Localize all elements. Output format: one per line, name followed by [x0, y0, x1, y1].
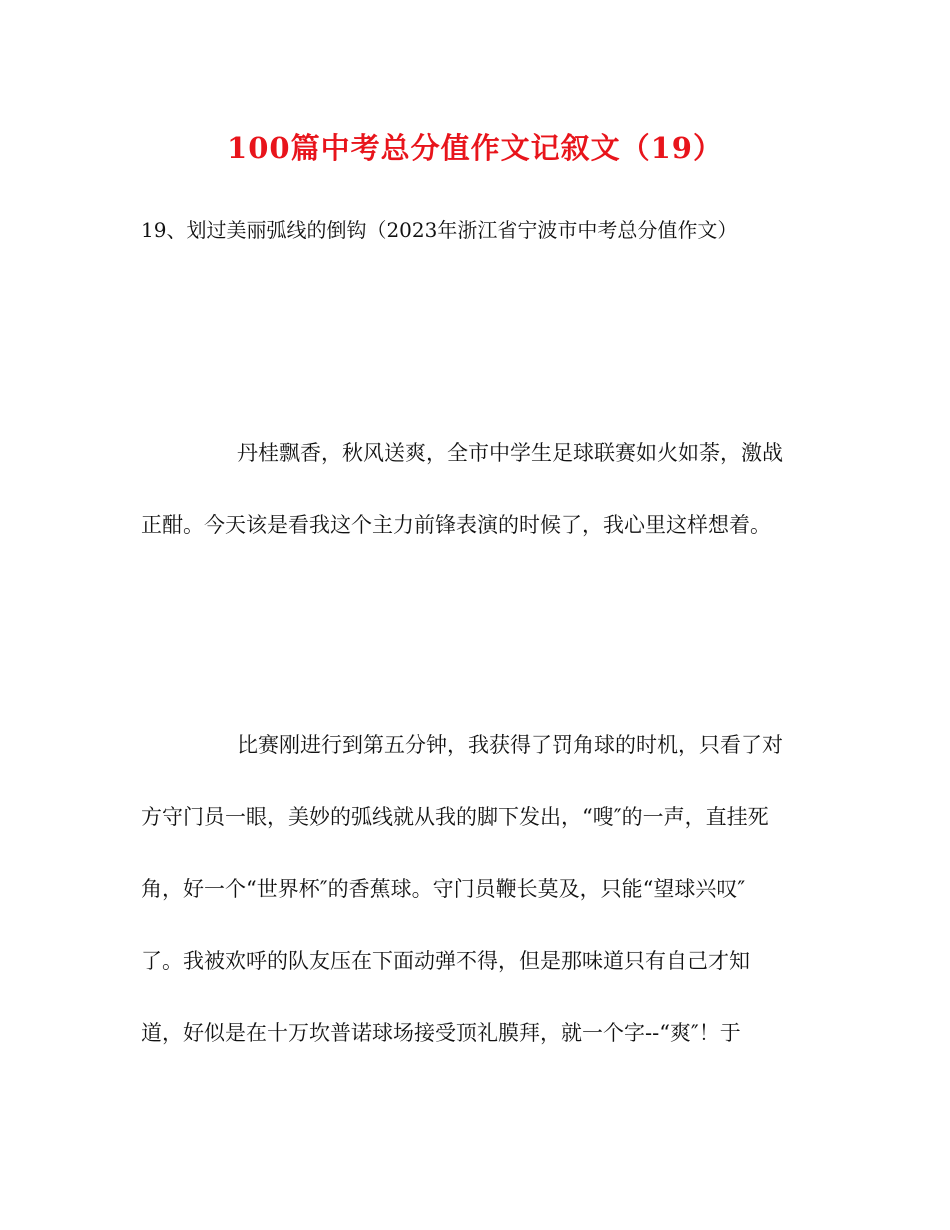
paragraph-line: 了。我被欢呼的队友压在下面动弹不得，但是那味道只有自己才知: [141, 949, 750, 973]
document-subtitle: 19、划过美丽弧线的倒钩（2023年浙江省宁波市中考总分值作文）: [141, 218, 738, 242]
paragraph-line: 方守门员一眼，美妙的弧线就从我的脚下发出，“嗖″的一声，直挂死: [141, 805, 769, 829]
paragraph-line: 比赛刚进行到第五分钟，我获得了罚角球的时机，只看了对: [237, 733, 783, 757]
paragraph-line: 丹桂飘香，秋风送爽，全市中学生足球联赛如火如荼，激战: [237, 441, 783, 465]
paragraph-line: 角，好一个“世界杯″的香蕉球。守门员鞭长莫及，只能“望球兴叹″: [141, 877, 746, 901]
paragraph-line: 道，好似是在十万坎普诺球场接受顶礼膜拜，就一个字--“爽″！于: [141, 1021, 741, 1045]
document-title: 100篇中考总分值作文记叙文（19）: [227, 131, 723, 165]
paragraph-line: 正酣。今天该是看我这个主力前锋表演的时候了，我心里这样想着。: [141, 513, 771, 537]
